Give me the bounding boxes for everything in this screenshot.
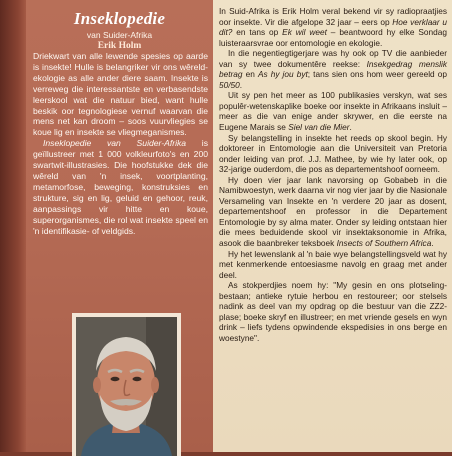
bio-paragraph-1: In Suid-Afrika is Erik Holm veral bekend vir sy radiopraatjies oor insekte. Vir die afgelope 32 jaar – eers op Hoe verklaar u dit? en tans op Ek wil weet – beantwoord hy elke Sondag luisteraarsvrae oor entomologie en ekologie. [219,6,447,48]
bio-paragraph-5: Hy doen vier jaar lank navorsing op Gobabeb in die Namibwoestyn, werk daarna vir nog vier jaar by die Nasionale Versameling van Insekte en 'n verdere 20 jaar as dosent, departementshoof en professor in die Departement Entomologie by sy alma mater. Onder sy leiding ontstaan hier die mees beduidende skool vir insektaksonomie in Afrika, asook die baanbreker teksboek Insects of Southern Africa. [219,174,447,249]
right-panel [213,0,452,452]
left-panel [26,0,213,452]
bio-paragraph-3: Uit sy pen het meer as 100 publikasies verskyn, wat ses populêr-wetenskaplike boeke oor insekte in Afrikaans insluit – meer as die van enige ander skrywer, en die eerste na Eugene Marais se Siel van die Mier. [219,90,447,133]
description-text [33,51,208,236]
description-paragraph-2: Inseklopedie van Suider-Afrika is geïllustreer met 1 000 volkleurfoto's en 200 swartwit-illustrasies. Die hoofstukke dek die wêreld van 'n insek, voortplanting, metamorfose, beweging, konstruksies en strukture, sig en lig, geluid en gehoor, reuk, aanpassings vir hitte en koue, superorganismes, die rol wat insekte speel en 'n identifikasie- of veldgids. [33,138,209,236]
description-paragraph-1: Driekwart van alle lewende spesies op aarde is insekte! Hulle is belangriker vir ons wêreld-ekologie as alle ander diere saam. Insekte is verreweg die interessantste en verbasendste leerskool wat die natuur bied, want hulle beskik oor tegnologiese vernuf waarvan die mens net kan droom – soos vuurvliegies se koue lig en insekte se vliegmeganismes. [33,51,208,138]
bio-paragraph-6: Hy het lewenslank al 'n baie wye belangstellingsveld wat hy met kenmerkende entoesiasme navolg en graag met ander deel. [219,248,447,280]
author-name: Erik Holm [97,41,142,51]
spine-edge [0,0,26,452]
author-photo [72,313,181,456]
book-title-inline: Inseklopedie van Suider-Afrika [43,138,187,149]
author-portrait-image [76,317,177,456]
bio-paragraph-7: As stokperdjies noem hy: "My gesin en ons plotseling-bestaan; antieke rytuie herbou en restoureer; oor stelsels nadink as deel van my opdrag op die bestuur van die ZZ2-plase; boeke skryf en illustreer; en met vriende gesels en wyn drink – liefs tydens opwindende ekspedisies in ons berge en woestyne". [219,280,447,343]
book-subtitle: van Suider-Afrika [86,30,153,40]
author-bio [219,6,447,344]
bio-paragraph-2: In die negentiegtigerjare was hy ook op TV die aanbieder van sy twee dokumentêre reekse: Insekgedrag menslik betrag en As hy jou byt; tans sien ons hom weer gereeld op 50/50. [219,48,447,90]
bio-paragraph-4: Sy belangstelling in insekte het reeds op skool begin. Hy doktoreer in Entomologie aan die Universiteit van Pretoria onder leiding van prof. J.J. Mathee, by wie hy later ook, op 32-jarige ouderdom, die pos as departementshoof oorneem. [219,132,447,175]
book-title: Inseklopedie [73,9,166,28]
